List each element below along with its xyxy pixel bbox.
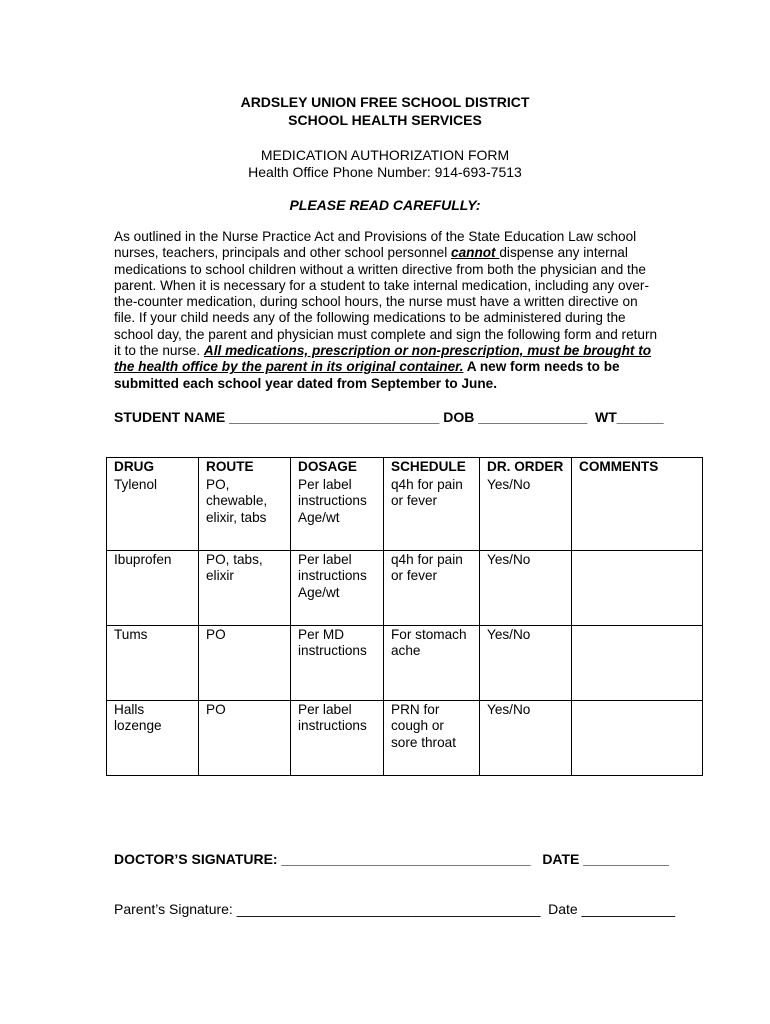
cell-drug: Tums xyxy=(107,625,199,700)
cell-dosage: Per label instructions Age/wt xyxy=(291,476,384,551)
cell-schedule: q4h for pain or fever xyxy=(384,476,480,551)
cell-dr-order[interactable]: Yes/No xyxy=(480,700,572,775)
cell-dosage: Per MD instructions xyxy=(291,625,384,700)
header-route: ROUTE xyxy=(199,458,291,476)
table-row xyxy=(107,476,703,551)
intro-cannot: cannot xyxy=(451,245,500,261)
table-row xyxy=(107,625,703,700)
cell-dosage: Per label instructions xyxy=(291,700,384,775)
cell-route: PO xyxy=(199,625,291,700)
cell-dr-order[interactable]: Yes/No xyxy=(480,625,572,700)
read-carefully-notice: PLEASE READ CAREFULLY: xyxy=(289,197,481,213)
cell-comments[interactable] xyxy=(572,700,703,775)
cell-route: PO, tabs, elixir xyxy=(199,550,291,625)
intro-emphasis: All medications, prescription or non-prescription, must be brought to the health office by the parent in its original container. xyxy=(114,343,652,375)
header-dosage: DOSAGE xyxy=(291,458,384,476)
form-title: MEDICATION AUTHORIZATION FORM xyxy=(260,147,510,163)
cell-dosage: Per label instructions Age/wt xyxy=(291,550,384,625)
header-drug: DRUG xyxy=(107,458,199,476)
department-name: SCHOOL HEALTH SERVICES xyxy=(288,112,482,128)
cell-comments[interactable] xyxy=(572,625,703,700)
cell-comments[interactable] xyxy=(572,476,703,551)
intro-paragraph xyxy=(114,229,659,392)
cell-schedule: q4h for pain or fever xyxy=(384,550,480,625)
cell-drug: Tylenol xyxy=(107,476,199,551)
medication-table xyxy=(106,457,703,776)
cell-dr-order[interactable]: Yes/No xyxy=(480,476,572,551)
intro-text-2: dispense any internal medications to school children without a written directive from both the physician and the parent. When it is necessary for a student to take internal medication, including any over-the-counter medication, during school hours, the nurse must have a written directive on file. If your child needs any of the following medications to be administered during the school day, the parent and physician must complete and sign the following form and return it to the nurse. xyxy=(114,245,658,359)
intro-text-1: As outlined in the Nurse Practice Act and Provisions of the State Education Law school nurses, teachers, principals and other school personnel xyxy=(114,229,637,261)
cell-schedule: For stomach ache xyxy=(384,625,480,700)
cell-route: PO xyxy=(199,700,291,775)
doctor-signature-line[interactable]: DOCTOR’S SIGNATURE: ________________________________ DATE ___________ xyxy=(114,851,669,867)
cell-route: PO, chewable, elixir, tabs xyxy=(199,476,291,551)
parent-signature-line[interactable]: Parent’s Signature: _______________________________________ Date ____________ xyxy=(114,901,676,917)
header-dr-order: DR. ORDER xyxy=(480,458,572,476)
header-comments: COMMENTS xyxy=(572,458,703,476)
table-row xyxy=(107,550,703,625)
phone-line: Health Office Phone Number: 914-693-7513 xyxy=(248,164,522,180)
table-row xyxy=(107,700,703,775)
table-header-row xyxy=(107,458,703,476)
cell-comments[interactable] xyxy=(572,550,703,625)
cell-drug: Halls lozenge xyxy=(107,700,199,775)
header-schedule: SCHEDULE xyxy=(384,458,480,476)
cell-dr-order[interactable]: Yes/No xyxy=(480,550,572,625)
cell-schedule: PRN for cough or sore throat xyxy=(384,700,480,775)
intro-closing: A new form needs to be submitted each school year dated from September to June. xyxy=(114,359,620,391)
district-name: ARDSLEY UNION FREE SCHOOL DISTRICT xyxy=(240,94,530,110)
student-info-line[interactable]: STUDENT NAME ___________________________ DOB ______________ WT______ xyxy=(114,409,664,425)
cell-drug: Ibuprofen xyxy=(107,550,199,625)
